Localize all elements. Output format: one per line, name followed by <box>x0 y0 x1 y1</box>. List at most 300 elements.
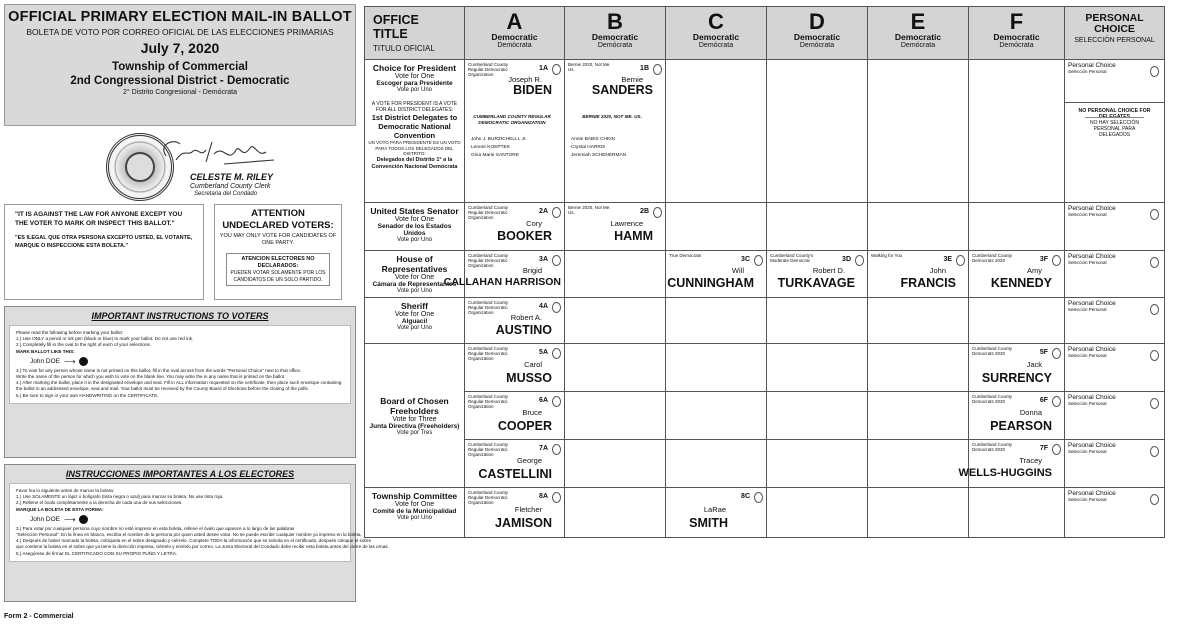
ballot-title-es: BOLETA DE VOTO POR CORREO OFICIAL DE LAS ELECCIONES PRIMARIAS <box>26 27 334 37</box>
column-party-es: Demócrata <box>999 42 1034 49</box>
candidate-slogan: Cumberland County Democrats 2020 <box>972 346 1013 357</box>
instr-line: que contiene la boleta en el sobre que ya tiene la dirección impresa, ciérrelo y envíelo por correo. La Junta Electoral del Condado debe recibir esta boleta antes del cierre de las urnas. <box>16 544 389 550</box>
attention-text-es: PUEDEN VOTAR SOLAMENTE POR LOS CANDIDATOS DE UN SOLO PARTIDO. <box>230 270 326 283</box>
vote-oval[interactable] <box>1150 209 1159 220</box>
vote-oval[interactable] <box>552 444 561 455</box>
clerk-signature <box>154 134 284 170</box>
column-header-b <box>565 7 666 60</box>
vote-oval[interactable] <box>1150 350 1159 361</box>
instr-line: 5.) Be sure to sign in your own HANDWRITING on the CERTIFICATE. <box>16 392 159 398</box>
vote-oval[interactable] <box>552 348 561 359</box>
empty-cell <box>666 392 767 440</box>
candidate-last-name: MUSSO <box>506 371 552 385</box>
personal-choice-senator[interactable] <box>1065 203 1165 251</box>
personal-choice-label: Personal Choice <box>1068 346 1116 353</box>
candidate-slogan: Cumberland County Democrats 2020 <box>972 394 1013 405</box>
vote-oval[interactable] <box>653 207 662 218</box>
empty-cell <box>666 344 767 392</box>
office-name-es: Comité de la Municipalidad <box>372 508 457 515</box>
candidate-slogan: Cumberland County Regular Democratic Organization <box>468 394 509 410</box>
instr-line: 2.) Rellene el óvalo completamente a la derecha de cada una de sus selecciones. <box>16 500 183 506</box>
office-vote-for: Vote for Three <box>392 415 437 423</box>
empty-cell <box>969 203 1065 251</box>
instructions-es <box>4 464 389 602</box>
law-notice <box>4 204 204 300</box>
personal-choice-label-es: Selección Personal <box>1068 212 1107 217</box>
personal-choice-label: Personal Choice <box>1068 300 1116 307</box>
candidate-first-name: Bernie <box>621 75 643 84</box>
candidate-last-name: JAMISON <box>495 516 552 530</box>
empty-cell <box>565 344 666 392</box>
example-name: John DOE <box>30 515 60 523</box>
candidate-first-name: Jack <box>1026 360 1042 369</box>
ballot-position: 4A <box>539 303 548 310</box>
attention-text: YOU MAY ONLY VOTE FOR CANDIDATES OF ONE PARTY. <box>219 233 337 246</box>
instr-line: 4.) Después de haber marcado la boleta, colóquela en el sobre designado y ciérrelo. Complete TODA la información que se solicita en el certificado, después coloque el sobre <box>16 538 372 544</box>
ballot-position: 5A <box>539 349 548 356</box>
empty-cell <box>868 344 969 392</box>
column-party: Democratic <box>993 32 1040 42</box>
instr-line: 4.) After marking the ballot, place it in the designated envelope and seal. Fill in ALL information requested on the certificate, then place such envelope containing <box>16 380 342 386</box>
no-personal-choice-box <box>1065 102 1164 202</box>
candidate-first-name: Bruce <box>522 408 542 417</box>
delegate-name: Crystal HARRIS <box>571 145 606 150</box>
delegate-name: Gina Marie SANTORE <box>471 153 519 158</box>
empty-cell <box>767 60 868 203</box>
empty-cell <box>969 60 1065 203</box>
office-name-es: Senador de los Estados Unidos <box>377 223 452 237</box>
candidate-slogan: True Democrats <box>669 253 702 258</box>
empty-cell <box>767 344 868 392</box>
candidate-slogan: Cumberland County Regular Democratic Organization <box>468 300 509 316</box>
personal-choice-title: PERSONAL CHOICE <box>1085 12 1144 35</box>
delegate-title-es: Delegados del Distrito 1° a la Convención Nacional Demócrata <box>371 156 458 170</box>
empty-cell <box>868 392 969 440</box>
candidate-last-name: FRANCIS <box>900 276 956 290</box>
personal-choice-label: Personal Choice <box>1068 442 1116 449</box>
personal-choice-freeholder-2[interactable] <box>1065 392 1165 440</box>
ballot-position: 3A <box>539 256 548 263</box>
column-letter: D <box>809 9 825 34</box>
candidate-last-name: CALLAHAN HARRISON <box>443 276 561 288</box>
personal-choice-president[interactable] <box>1065 60 1165 203</box>
candidate-5f[interactable] <box>969 344 1065 392</box>
delegate-note: A VOTE FOR PRESIDENT IS A VOTE FOR ALL DISTRICT DELEGATES: <box>371 101 458 113</box>
clerk-name: CELESTE M. RILEY <box>190 172 274 182</box>
district-name: 2nd Congressional District - Democratic <box>70 75 290 87</box>
clerk-seal-row <box>4 128 356 206</box>
personal-choice-freeholder-1[interactable] <box>1065 344 1165 392</box>
instructions-en <box>4 306 356 458</box>
candidate-slogan: Bernie 2020, Not Me. Us. <box>568 62 611 73</box>
ballot-position: 3D <box>842 256 851 263</box>
office-name: Township Committee <box>371 491 458 501</box>
instructions-en-title: IMPORTANT INSTRUCTIONS TO VOTERS <box>91 311 269 321</box>
vote-oval[interactable] <box>552 492 561 503</box>
ballot-title: OFFICIAL PRIMARY ELECTION MAIL-IN BALLOT <box>8 9 352 25</box>
attention-subtitle: UNDECLARED VOTERS: <box>222 220 334 231</box>
candidate-last-name: KENNEDY <box>990 276 1052 290</box>
column-letter: A <box>506 9 523 34</box>
ballot-position: 3F <box>1039 256 1048 263</box>
candidate-slogan: Cumberland County's Moderate Democrat <box>770 253 814 264</box>
instr-line: the ballot in an addressed envelope, seal and mail. Your ballot must be received by the County Board of Elections before the closing of the polls. <box>16 386 309 392</box>
vote-oval[interactable] <box>552 207 561 218</box>
delegate-name: Annie BABIS CHKIN <box>571 137 615 142</box>
vote-oval[interactable] <box>1150 66 1159 77</box>
instr-line: 1.) Use ONLY a pencil or ink pen (black or blue) to mark your ballot. Do not use red ink. <box>16 336 194 342</box>
office-title-header <box>365 7 465 60</box>
candidate-slogan: Cumberland County Regular Democratic Organization <box>468 62 509 78</box>
personal-choice-label-es: Selección Personal <box>1068 353 1107 358</box>
candidate-last-name: COOPER <box>497 419 552 433</box>
empty-cell <box>767 440 868 488</box>
candidate-7f[interactable] <box>958 440 1065 488</box>
column-party: Democratic <box>894 32 942 42</box>
empty-cell <box>767 392 868 440</box>
office-senator <box>365 203 465 251</box>
office-name: Sheriff <box>401 301 428 311</box>
ballot-position: 2B <box>640 208 649 215</box>
instr-line: MARQUE LA BOLETA DE ESTA FORMA: <box>16 506 104 512</box>
candidate-slogan: Cumberland County Regular Democratic Organization <box>468 490 509 506</box>
candidate-3a[interactable] <box>443 251 565 298</box>
office-name-es: Cámara de Representantes <box>372 281 457 288</box>
ballot-info-panel <box>4 4 356 206</box>
vote-oval[interactable] <box>1150 494 1159 505</box>
ballot-table <box>364 6 1165 538</box>
vote-oval[interactable] <box>1150 257 1159 268</box>
office-vote-for: Vote for One <box>394 216 435 223</box>
arrow-right-icon: ⟶ <box>64 356 76 366</box>
ballot-position: 1A <box>539 65 548 72</box>
candidate-first-name: Lawrence <box>610 219 643 228</box>
column-header-d <box>767 7 868 60</box>
personal-choice-label-es: Selección Personal <box>1068 260 1107 265</box>
column-header-f <box>969 7 1065 60</box>
candidate-6a[interactable] <box>465 392 565 440</box>
personal-choice-label-es: Selección Personal <box>1068 307 1107 312</box>
candidate-slogan: Walking for You <box>871 253 903 258</box>
column-party-es: Demócrata <box>497 42 532 49</box>
clerk-title: Cumberland County Clerk <box>190 183 271 190</box>
example-name: John DOE <box>30 357 60 365</box>
ballot-position: 5F <box>1039 349 1048 356</box>
instructions-es-body <box>9 483 389 562</box>
candidate-3e[interactable] <box>868 251 969 298</box>
candidate-slogan: Cumberland County Regular Democratic Organization <box>468 205 509 221</box>
empty-cell <box>666 203 767 251</box>
personal-choice-label: Personal Choice <box>1068 205 1116 212</box>
office-house <box>365 251 465 298</box>
candidate-first-name: LaRae <box>703 505 726 514</box>
office-vote-for: Vote for One <box>394 501 435 508</box>
candidate-slogan: Cumberland County Regular Democratic Organization <box>468 346 509 362</box>
candidate-last-name: CUNNINGHAM <box>667 276 754 290</box>
empty-cell <box>969 488 1065 538</box>
example-mark <box>30 357 344 366</box>
candidate-slogan: Cumberland County Regular Democratic Organization <box>468 253 509 269</box>
column-letter: F <box>1009 9 1024 34</box>
vote-oval[interactable] <box>1150 398 1159 409</box>
office-vote-for-es: Vote por Uno <box>396 515 433 521</box>
no-personal-choice-title: NO PERSONAL CHOICE FOR DELEGATES <box>1078 108 1151 120</box>
column-party-es: Demócrata <box>597 42 633 49</box>
vote-oval[interactable] <box>552 396 561 407</box>
empty-cell <box>767 203 868 251</box>
attention-es-box <box>226 253 330 286</box>
personal-choice-header <box>1065 7 1165 60</box>
candidate-last-name: AUSTINO <box>495 323 552 337</box>
instr-line: 3.) To vote for any person whose name is not printed on this ballot, fill in the oval across from the words "Personal Choice" next to that office. <box>16 367 302 373</box>
personal-choice-label: Personal Choice <box>1068 62 1116 69</box>
ballot-header <box>4 4 356 126</box>
column-header-c <box>666 7 767 60</box>
candidate-last-name: PEARSON <box>990 419 1052 433</box>
candidate-2b[interactable] <box>565 203 666 251</box>
candidate-first-name: Cory <box>526 219 542 228</box>
office-name: United States Senator <box>370 206 459 216</box>
law-notice-es: "ES ILEGAL QUE OTRA PERSONA EXCEPTO USTED, EL VOTANTE, MARQUE O INSPECCIONE ESTA BOLETA." <box>15 235 193 249</box>
candidate-last-name: HAMM <box>614 229 653 243</box>
office-vote-for: Vote for One <box>394 274 435 281</box>
empty-cell <box>868 60 969 203</box>
form-label: Form 2 - Commercial <box>4 613 74 620</box>
ballot-position: 6A <box>539 397 548 404</box>
candidate-3d[interactable] <box>767 251 868 298</box>
instr-line: Favor lea lo siguiente antes de marcar la boleta: <box>16 488 115 493</box>
column-header-e <box>868 7 969 60</box>
candidate-first-name: Tracey <box>1019 456 1042 465</box>
attention-box <box>214 204 342 300</box>
office-vote-for-es: Vote por Uno <box>396 288 433 294</box>
candidate-5a[interactable] <box>465 344 565 392</box>
candidate-slogan: Bernie 2020, Not Me. Us. <box>568 205 611 216</box>
candidate-last-name: BIDEN <box>513 83 552 97</box>
empty-cell <box>565 251 666 298</box>
empty-cell <box>565 440 666 488</box>
office-township-committee <box>365 488 465 538</box>
candidate-last-name: TURKAVAGE <box>777 276 855 290</box>
candidate-first-name: John <box>929 266 946 275</box>
attention-title: ATTENTION <box>251 208 305 219</box>
column-party-es: Demócrata <box>900 42 936 49</box>
candidate-slogan: Cumberland County Democrats 2020 <box>972 253 1013 264</box>
column-party-es: Demócrata <box>799 42 835 49</box>
filled-oval-icon <box>79 515 88 524</box>
vote-oval[interactable] <box>1052 348 1061 359</box>
law-notice-en: "IT IS AGAINST THE LAW FOR ANYONE EXCEPT YOU THE VOTER TO MARK OR INSPECT THIS BALLOT." <box>15 211 183 227</box>
ballot-position: 1B <box>640 65 649 72</box>
office-name-es: Escoger para Presidente <box>376 80 453 87</box>
personal-choice-label-es: Selección Personal <box>1068 69 1107 74</box>
instr-line: Write the name of the person for which you wish to vote on the blank line. You may write the in any name that is printed on the ballot. <box>16 374 286 380</box>
candidate-7a[interactable] <box>465 440 565 488</box>
candidate-first-name: Robert A. <box>510 313 542 322</box>
personal-choice-label-es: Selección Personal <box>1068 401 1107 406</box>
column-party-es: Demócrata <box>698 42 734 49</box>
office-vote-for-es: Vote por Tres <box>396 429 433 436</box>
vote-oval[interactable] <box>1052 255 1061 266</box>
office-vote-for: Vote for One <box>394 73 435 80</box>
vote-oval[interactable] <box>754 255 763 266</box>
delegate-name: Jeremiah SCHENERMAN <box>571 153 627 158</box>
ballot-position: 8A <box>539 493 548 500</box>
column-party: Democratic <box>793 32 841 42</box>
candidate-3f[interactable] <box>969 251 1065 298</box>
empty-cell <box>969 298 1065 344</box>
candidate-first-name: Will <box>731 266 744 275</box>
instr-line: 3.) Para votar por cualquier persona cuyo nombre no esté impreso en esta boleta, rellene el óvalo que aparece a lo largo de las palabras <box>16 525 295 531</box>
delegate-slate-head: BERNIE 2020, NOT ME. US. <box>582 114 642 119</box>
candidate-first-name: Amy <box>1027 266 1042 275</box>
office-vote-for-es: Vote por Uno <box>396 237 433 243</box>
ballot-position: 2A <box>539 208 548 215</box>
instructions-es-title: INSTRUCCIONES IMPORTANTES A LOS ELECTORES <box>65 469 295 479</box>
vote-oval[interactable] <box>552 64 561 75</box>
vote-oval[interactable] <box>1052 444 1061 455</box>
instr-line: 5.) Asegúrese de firmar EL CERTIFICADO CON SU PROPIO PUÑO Y LETRA. <box>16 550 178 556</box>
example-mark <box>30 515 344 524</box>
office-freeholders <box>365 344 465 488</box>
candidate-8c[interactable] <box>666 488 767 538</box>
township-name: Township of Commercial <box>112 61 248 73</box>
instr-line: 2.) Completely fill in the oval to the right of each of your selections. <box>16 342 152 348</box>
office-title-label: OFFICE TITLE <box>373 13 419 41</box>
office-president <box>365 60 465 203</box>
column-party: Democratic <box>692 32 740 42</box>
personal-choice-label-es: Selección Personal <box>1068 497 1107 502</box>
column-letter: B <box>607 9 623 34</box>
election-date: July 7, 2020 <box>140 40 220 56</box>
empty-cell <box>565 392 666 440</box>
ballot-position: 3C <box>741 256 750 263</box>
instr-line: "Selección Personal". En la línea en blanco, escriba el nombre de la persona por quien usted desee votar. No se puede escribir cualquier nombre ya impreso en la boleta. <box>16 532 362 538</box>
delegate-name: Lenore KOEPTEK <box>471 145 510 150</box>
instructions-en-body <box>9 325 351 404</box>
ballot-position: 6F <box>1039 397 1048 404</box>
empty-cell <box>565 298 666 344</box>
empty-cell <box>868 440 969 488</box>
district-name-es: 2° Distrito Congresional - Demócrata <box>122 89 238 96</box>
personal-choice-label: Personal Choice <box>1068 253 1116 260</box>
office-name-es: Junta Directiva (Freeholders) <box>369 422 460 430</box>
instr-line: Please read the following before marking your ballot: <box>16 330 123 335</box>
candidate-last-name: SURRENCY <box>981 371 1052 385</box>
candidate-last-name: SANDERS <box>591 83 653 97</box>
candidate-1b[interactable] <box>565 60 666 203</box>
candidate-last-name: WELLS-HUGGINS <box>958 467 1052 479</box>
candidate-8a[interactable] <box>465 488 565 538</box>
filled-oval-icon <box>79 357 88 366</box>
empty-cell <box>868 203 969 251</box>
personal-choice-freeholder-3[interactable] <box>1065 440 1165 488</box>
personal-choice-house[interactable] <box>1065 251 1165 298</box>
office-name-es: Alguacil <box>401 318 428 325</box>
delegate-slate-head: CUMBERLAND COUNTY REGULAR DEMOCRATIC ORGANIZATION <box>473 114 551 125</box>
candidate-first-name: Fletcher <box>514 505 542 514</box>
candidate-4a[interactable] <box>465 298 565 344</box>
vote-oval[interactable] <box>1150 446 1159 457</box>
candidate-last-name: SMITH <box>689 516 728 530</box>
office-name: Choice for President <box>372 63 457 73</box>
personal-choice-label-es: Selección Personal <box>1068 449 1107 454</box>
empty-cell <box>767 488 868 538</box>
column-letter: C <box>708 9 724 34</box>
candidate-first-name: Carol <box>524 360 542 369</box>
empty-cell <box>868 488 969 538</box>
vote-oval[interactable] <box>1052 396 1061 407</box>
candidate-1a[interactable] <box>465 60 565 203</box>
office-title-label-es: TITULO OFICIAL <box>373 44 435 53</box>
candidate-2a[interactable] <box>465 203 565 251</box>
office-vote-for-es: Vote por Uno <box>396 87 433 93</box>
instr-line: 1.) Use SOLAMENTE un lápiz o bolígrafo (tinta negra o azul) para marcar su boleta. No use tinta roja. <box>16 494 224 500</box>
personal-choice-label: Personal Choice <box>1068 394 1116 401</box>
office-vote-for-es: Vote por Uno <box>396 325 433 331</box>
ballot-position: 7F <box>1039 445 1048 452</box>
ballot-position: 3E <box>943 256 952 263</box>
candidate-6f[interactable] <box>969 392 1065 440</box>
instr-line: MARK BALLOT LIKE THIS: <box>16 348 75 354</box>
empty-cell <box>666 298 767 344</box>
ballot-position: 8C <box>741 493 750 500</box>
candidate-last-name: CASTELLINI <box>478 467 552 481</box>
office-sheriff <box>365 298 465 344</box>
vote-oval[interactable] <box>552 255 561 266</box>
empty-cell <box>666 440 767 488</box>
personal-choice-label: Personal Choice <box>1068 490 1116 497</box>
arrow-right-icon: ⟶ <box>64 514 76 524</box>
column-party: Democratic <box>591 32 639 42</box>
candidate-slogan: Cumberland County Democrats 2020 <box>972 442 1013 453</box>
attention-title-es: ATENCION ELECTORES NO DECLARADOS: <box>241 256 315 269</box>
personal-choice-title-es: SELECCIÓN PERSONAL <box>1074 37 1155 44</box>
personal-choice-committee[interactable] <box>1065 488 1165 538</box>
office-vote-for: Vote for One <box>394 311 435 318</box>
empty-cell <box>666 60 767 203</box>
candidate-first-name: George <box>516 456 542 465</box>
personal-choice-sheriff[interactable] <box>1065 298 1165 344</box>
candidate-first-name: Robert D. <box>812 266 845 275</box>
vote-oval[interactable] <box>956 255 965 266</box>
empty-cell <box>565 488 666 538</box>
delegate-title: 1st District Delegates to Democratic National Convention <box>371 113 458 140</box>
column-letter: E <box>910 9 926 34</box>
vote-oval[interactable] <box>855 255 864 266</box>
candidate-first-name: Joseph R. <box>508 75 542 84</box>
empty-cell <box>868 298 969 344</box>
no-personal-choice-text: NO HAY SELECCIÓN PERSONAL PARA DELEGADOS <box>1085 117 1144 138</box>
column-header-a <box>465 7 565 60</box>
delegate-name: John J. BURZICHELLI, Jr. <box>471 137 527 142</box>
clerk-title-es: Secretaria del Condado <box>194 191 258 197</box>
vote-oval[interactable] <box>552 302 561 313</box>
vote-oval[interactable] <box>754 492 763 503</box>
candidate-first-name: Brigid <box>522 266 542 275</box>
candidate-last-name: BOOKER <box>497 229 552 243</box>
empty-cell <box>767 298 868 344</box>
office-name: Board of Chosen Freeholders <box>380 395 449 416</box>
column-party: Democratic <box>491 32 538 42</box>
delegate-note-es: UN VOTO PARA PRESIDENTE ES UN VOTO PARA TODOS LOS DELEGADOS DEL DISTRITO: <box>368 140 461 156</box>
candidate-3c[interactable] <box>666 251 767 298</box>
candidate-slogan: Cumberland County Regular Democratic Organization <box>468 442 509 458</box>
vote-oval[interactable] <box>1150 304 1159 315</box>
candidate-first-name: Donna <box>1019 408 1042 417</box>
vote-oval[interactable] <box>653 64 662 75</box>
ballot-position: 7A <box>539 445 548 452</box>
